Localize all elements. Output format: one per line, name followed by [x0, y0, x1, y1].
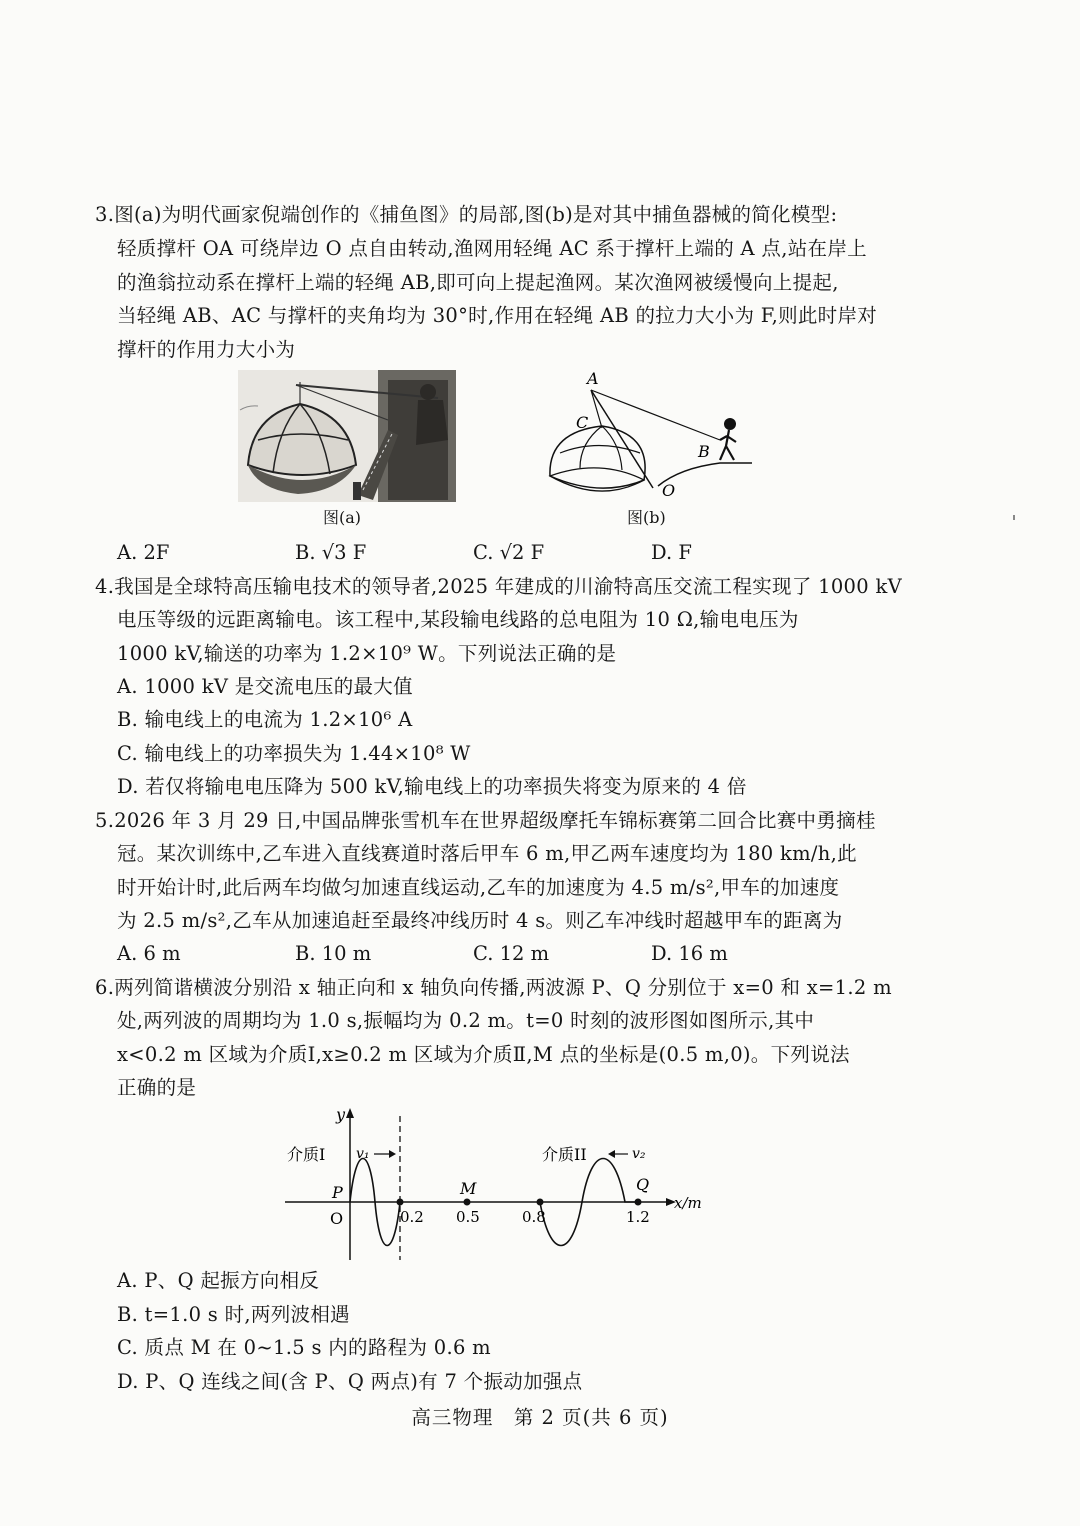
label-O: O	[662, 481, 676, 500]
wave-graph	[270, 1100, 720, 1270]
svg-text:0.8: 0.8	[522, 1208, 546, 1226]
q5-option-d[interactable]: D. 16 m	[651, 942, 728, 965]
svg-text:0.2: 0.2	[400, 1208, 424, 1226]
q4-line-2: 电压等级的远距离输电。该工程中,某段输电线路的总电阻为 10 Ω,输电电压为	[117, 608, 799, 631]
page-footer: 高三物理 第 2 页(共 6 页)	[411, 1406, 669, 1429]
svg-text:0.5: 0.5	[456, 1208, 480, 1226]
q4-option-c[interactable]: C. 输电线上的功率损失为 1.44×10⁸ W	[117, 742, 471, 765]
q6-line-1: 6.两列简谐横波分别沿 x 轴正向和 x 轴负向传播,两波源 P、Q 分别位于 x=0 和 x=1.2 m	[95, 976, 892, 999]
svg-text:x/m: x/m	[674, 1194, 702, 1212]
label-C: C	[576, 413, 589, 432]
svg-text:v₂: v₂	[632, 1146, 646, 1162]
q5-line-4: 为 2.5 m/s²,乙车从加速追赶至最终冲线历时 4 s。则乙车冲线时超越甲车的距离为	[117, 909, 843, 932]
q6-option-a[interactable]: A. P、Q 起振方向相反	[117, 1269, 320, 1292]
q6-line-2: 处,两列波的周期均为 1.0 s,振幅均为 0.2 m。t=0 时刻的波形图如图所示,其中	[117, 1009, 815, 1032]
svg-text:Q: Q	[636, 1175, 650, 1194]
q4-line-3: 1000 kV,输送的功率为 1.2×10⁹ W。下列说法正确的是	[117, 642, 617, 665]
q3-option-a[interactable]: A. 2F	[117, 541, 170, 564]
figure-a-caption: 图(a)	[323, 508, 362, 527]
q6-line-4: 正确的是	[117, 1076, 197, 1099]
q6-line-3: x<0.2 m 区域为介质Ⅰ,x≥0.2 m 区域为介质Ⅱ,M 点的坐标是(0.5 m,0)。下列说法	[117, 1043, 850, 1066]
q3-option-c[interactable]: C. √2 F	[473, 541, 545, 564]
svg-text:y: y	[336, 1105, 346, 1124]
q4-option-a[interactable]: A. 1000 kV 是交流电压的最大值	[117, 675, 413, 698]
svg-text:M: M	[460, 1179, 477, 1198]
svg-text:介质II: 介质II	[542, 1145, 587, 1164]
q5-option-c[interactable]: C. 12 m	[473, 942, 550, 965]
svg-text:v₁: v₁	[356, 1146, 370, 1162]
scan-speck	[1013, 515, 1015, 520]
q3-line-1: 3.图(a)为明代画家倪端创作的《捕鱼图》的局部,图(b)是对其中捕鱼器械的简化模型:	[95, 203, 838, 226]
point-M	[464, 1199, 471, 1206]
q3-line-5: 撑杆的作用力大小为	[117, 338, 296, 361]
svg-text:O: O	[330, 1209, 344, 1228]
q5-line-3: 时开始计时,此后两车均做匀加速直线运动,乙车的加速度为 4.5 m/s²,甲车的加速度	[117, 876, 840, 899]
q3-option-d[interactable]: D. F	[651, 541, 692, 564]
label-A: A	[587, 369, 599, 388]
q5-option-a[interactable]: A. 6 m	[117, 942, 181, 965]
figure-b-caption: 图(b)	[627, 508, 666, 527]
q4-option-b[interactable]: B. 输电线上的电流为 1.2×10⁶ A	[117, 708, 413, 731]
q6-option-b[interactable]: B. t=1.0 s 时,两列波相遇	[117, 1303, 350, 1326]
q6-option-d[interactable]: D. P、Q 连线之间(含 P、Q 两点)有 7 个振动加强点	[117, 1370, 583, 1393]
svg-text:1.2: 1.2	[626, 1208, 650, 1226]
figure-b-model	[540, 368, 760, 508]
q3-line-4: 当轻绳 AB、AC 与撑杆的夹角均为 30°时,作用在轻绳 AB 的拉力大小为 F,则此时岸对	[117, 304, 878, 327]
point-Q	[635, 1199, 642, 1206]
q6-option-c[interactable]: C. 质点 M 在 0~1.5 s 内的路程为 0.6 m	[117, 1336, 491, 1359]
q3-line-2: 轻质撑杆 OA 可绕岸边 O 点自由转动,渔网用轻绳 AC 系于撑杆上端的 A 点,站在岸上	[117, 237, 867, 260]
q4-option-d[interactable]: D. 若仅将输电电压降为 500 kV,输电线上的功率损失将变为原来的 4 倍	[117, 775, 747, 798]
q4-line-1: 4.我国是全球特高压输电技术的领导者,2025 年建成的川渝特高压交流工程实现了 1000 kV	[95, 575, 902, 598]
svg-text:P: P	[332, 1183, 343, 1202]
svg-text:介质I: 介质I	[287, 1145, 326, 1164]
q5-line-1: 5.2026 年 3 月 29 日,中国品牌张雪机车在世界超级摩托车锦标赛第二回合比赛中勇摘桂	[95, 809, 876, 832]
q5-option-b[interactable]: B. 10 m	[295, 942, 372, 965]
q3-line-3: 的渔翁拉动系在撑杆上端的轻绳 AB,即可向上提起渔网。某次渔网被缓慢向上提起,	[117, 271, 839, 294]
q3-option-b[interactable]: B. √3 F	[295, 541, 367, 564]
label-B: B	[698, 442, 710, 461]
figure-a-painting	[238, 370, 456, 502]
q5-line-2: 冠。某次训练中,乙车进入直线赛道时落后甲车 6 m,甲乙两车速度均为 180 km/h,此	[117, 842, 857, 865]
